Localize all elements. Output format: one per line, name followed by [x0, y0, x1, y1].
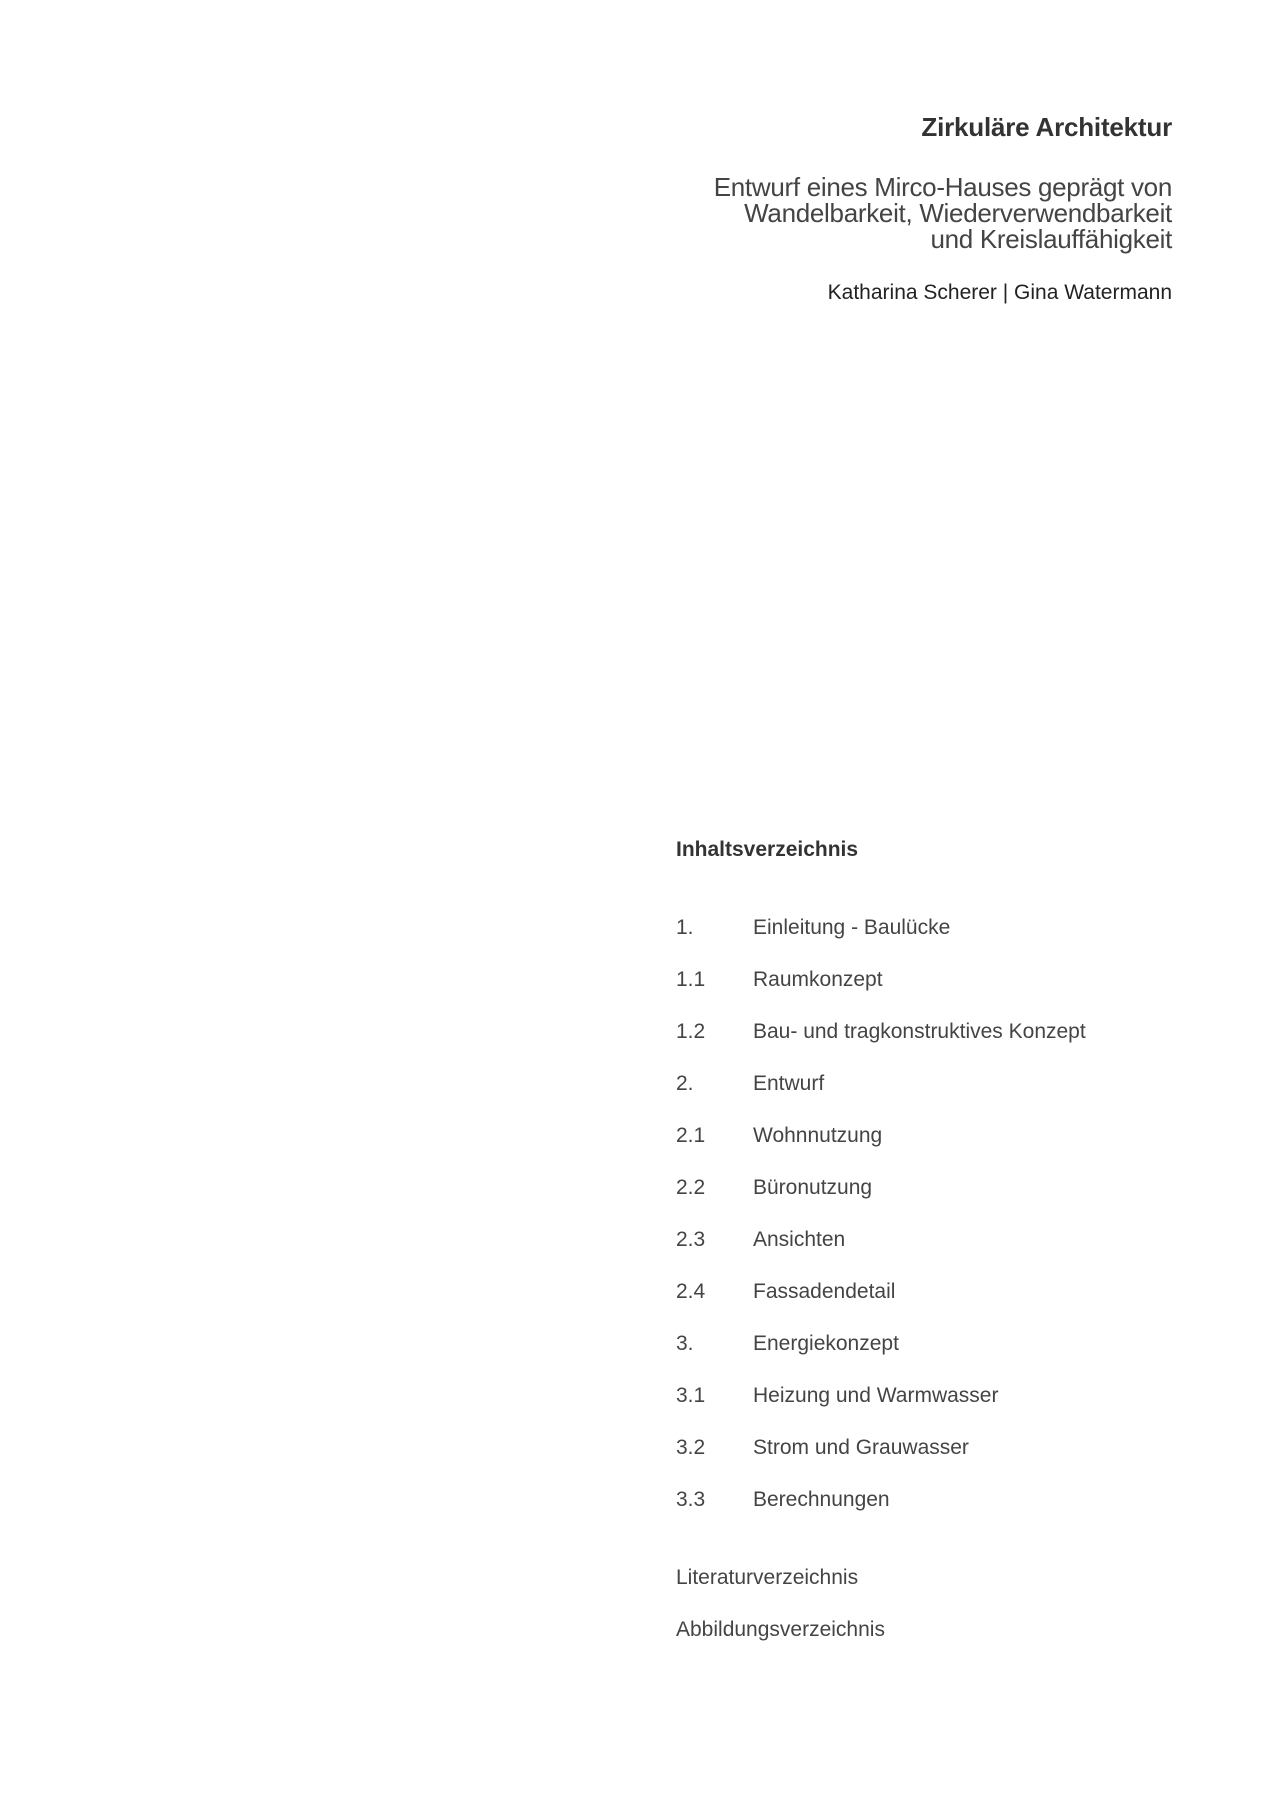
title-block — [532, 110, 1172, 306]
toc-item-number: 1.2 — [676, 1020, 706, 1043]
toc-item-label: Büronutzung — [753, 1176, 873, 1199]
subtitle-line: Wandelbarkeit, Wiederverwendbarkeit — [744, 198, 1172, 228]
table-of-contents — [676, 835, 1196, 1667]
toc-item — [676, 965, 1196, 1017]
toc-item-number: 3.3 — [676, 1488, 706, 1511]
toc-item-number: 2.2 — [676, 1176, 706, 1199]
toc-item-label: Einleitung - Baulücke — [753, 916, 951, 939]
toc-item-number: 3.2 — [676, 1436, 706, 1459]
toc-item — [676, 1485, 1196, 1537]
toc-item-number: 2.1 — [676, 1124, 706, 1147]
toc-item-number: 3.1 — [676, 1384, 706, 1407]
toc-item — [676, 1173, 1196, 1225]
toc-item-number: 3. — [676, 1332, 694, 1355]
toc-item-label: Berechnungen — [753, 1488, 890, 1511]
toc-item-number: 2.3 — [676, 1228, 706, 1251]
toc-item — [676, 1225, 1196, 1277]
toc-item — [676, 1017, 1196, 1069]
toc-item-label: Fassadendetail — [753, 1280, 896, 1303]
toc-item-label: Strom und Grauwasser — [753, 1436, 969, 1459]
toc-item-label: Raumkonzept — [753, 968, 883, 991]
toc-item-number: 1. — [676, 916, 694, 939]
toc-item — [676, 1381, 1196, 1433]
document-title: Zirkuläre Architektur — [921, 112, 1172, 142]
subtitle-line: und Kreislauffähigkeit — [930, 224, 1172, 254]
document-subtitle — [532, 174, 1172, 252]
toc-item — [676, 1329, 1196, 1381]
document-authors: Katharina Scherer | Gina Watermann — [827, 281, 1172, 304]
toc-item-label: Entwurf — [753, 1072, 825, 1095]
toc-item-label: Bau- und tragkonstruktives Konzept — [753, 1020, 1086, 1043]
toc-item-label: Energiekonzept — [753, 1332, 899, 1355]
toc-list — [676, 913, 1196, 1537]
toc-item-label: Wohnnutzung — [753, 1124, 883, 1147]
toc-appendix-item: Abbildungsverzeichnis — [676, 1618, 885, 1641]
toc-heading: Inhaltsverzeichnis — [676, 838, 859, 861]
toc-item — [676, 1069, 1196, 1121]
toc-appendix-item: Literaturverzeichnis — [676, 1566, 859, 1589]
subtitle-line: Entwurf eines Mirco-Hauses geprägt von — [713, 172, 1172, 202]
toc-item-number: 2.4 — [676, 1280, 706, 1303]
toc-item — [676, 1121, 1196, 1173]
toc-item — [676, 1277, 1196, 1329]
toc-item-number: 2. — [676, 1072, 694, 1095]
toc-item-label: Heizung und Warmwasser — [753, 1384, 999, 1407]
toc-appendix-list — [676, 1563, 1196, 1667]
toc-item — [676, 913, 1196, 965]
toc-item-number: 1.1 — [676, 968, 706, 991]
toc-item-label: Ansichten — [753, 1228, 846, 1251]
toc-item — [676, 1433, 1196, 1485]
